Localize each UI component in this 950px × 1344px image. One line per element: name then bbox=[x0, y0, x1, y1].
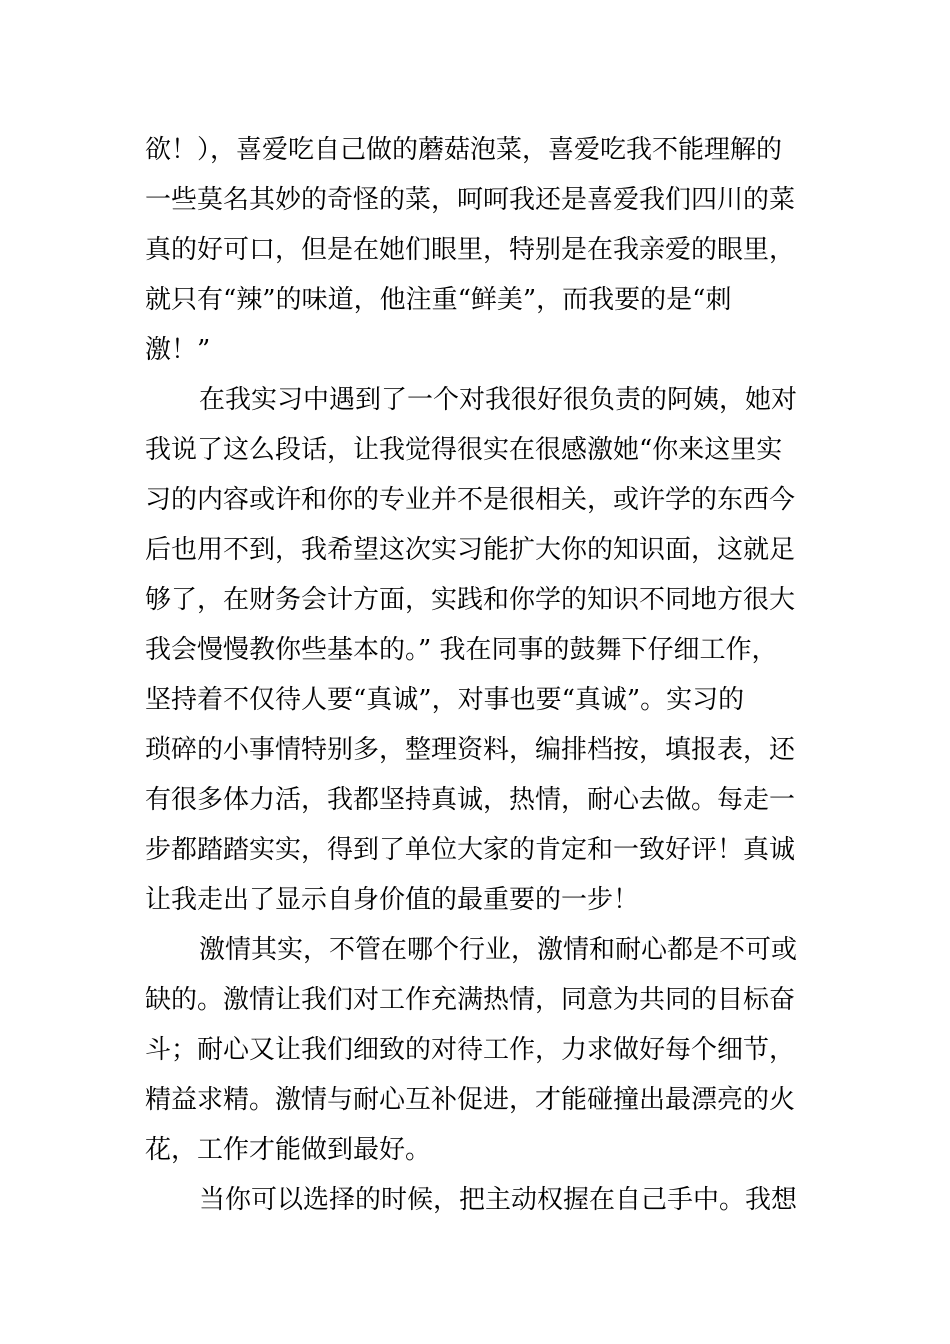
text-line: 精益求精。激情与耐心互补促进，才能碰撞出最漂亮的火 bbox=[145, 1085, 796, 1115]
text-line: 有很多体力活，我都坚持真诚，热情，耐心去做。每走一 bbox=[145, 785, 796, 815]
paragraph bbox=[145, 1175, 810, 1225]
text-line: 后也用不到，我希望这次实习能扩大你的知识面，这就足 bbox=[145, 535, 796, 565]
text-line: 激！” bbox=[145, 335, 211, 365]
paragraph bbox=[145, 925, 810, 1175]
text-line: 当你可以选择的时候，把主动权握在自己手中。我想 bbox=[199, 1185, 798, 1215]
text-line: 够了，在财务会计方面，实践和你学的知识不同地方很大 bbox=[145, 585, 796, 615]
text-line: 习的内容或许和你的专业并不是很相关，或许学的东西今 bbox=[145, 485, 796, 515]
text-line: 缺的。激情让我们对工作充满热情，同意为共同的目标奋 bbox=[145, 985, 796, 1015]
text-line: 让我走出了显示自身价值的最重要的一步！ bbox=[145, 885, 640, 915]
text-line: 欲！），喜爱吃自己做的蘑菇泡菜，喜爱吃我不能理解的 bbox=[145, 135, 783, 165]
text-line: 步都踏踏实实，得到了单位大家的肯定和一致好评！真诚 bbox=[145, 835, 796, 865]
text-line: 一些莫名其妙的奇怪的菜，呵呵我还是喜爱我们四川的菜 bbox=[145, 185, 796, 215]
text-line: 琐碎的小事情特别多，整理资料，编排档按，填报表，还 bbox=[145, 735, 796, 765]
text-line: 花，工作才能做到最好。 bbox=[145, 1135, 432, 1165]
paragraph bbox=[145, 375, 810, 925]
document-body bbox=[145, 125, 810, 1225]
text-line: 真的好可口，但是在她们眼里，特别是在我亲爱的眼里， bbox=[145, 235, 796, 265]
text-line: 就只有“辣”的味道，他注重“鲜美”，而我要的是“刺 bbox=[145, 285, 732, 315]
paragraph bbox=[145, 125, 810, 375]
text-line: 在我实习中遇到了一个对我很好很负责的阿姨，她对 bbox=[199, 385, 798, 415]
text-line: 我说了这么段话，让我觉得很实在很感激她“你来这里实 bbox=[145, 435, 783, 465]
text-line: 坚持着不仅待人要“真诚”，对事也要“真诚”。实习的 bbox=[145, 685, 745, 715]
text-line: 我会慢慢教你些基本的。” 我在同事的鼓舞下仔细工作， bbox=[145, 635, 778, 665]
text-line: 激情其实，不管在哪个行业，激情和耐心都是不可或 bbox=[199, 935, 798, 965]
text-line: 斗；耐心又让我们细致的对待工作，力求做好每个细节， bbox=[145, 1035, 796, 1065]
